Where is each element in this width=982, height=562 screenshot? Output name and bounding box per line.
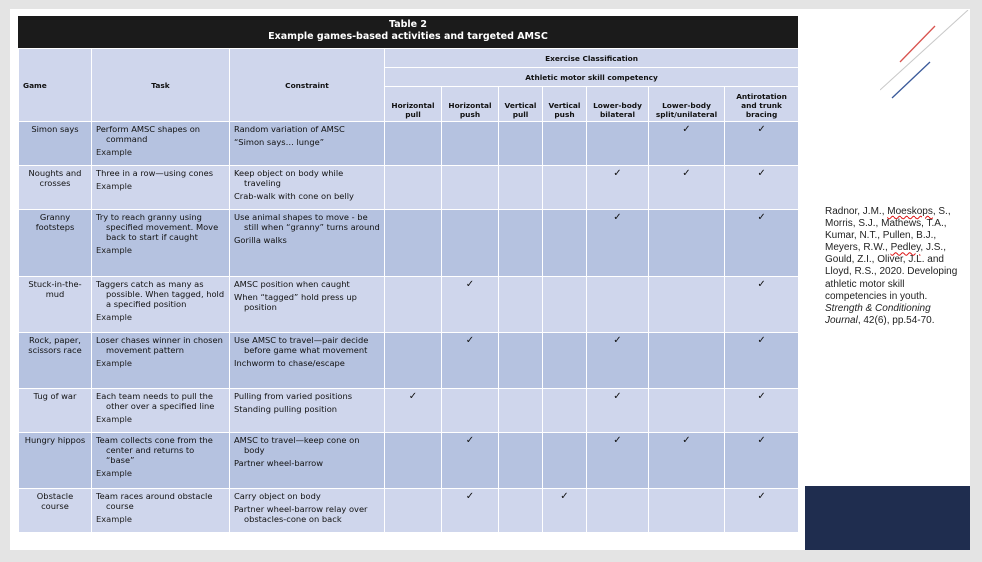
game-cell: Tug of war [19, 389, 92, 433]
ref-authors-2: , S., Morris, S.J., Mathews, T.A., Kumar, N.T., Pullen, B.J., Meyers, R.W., [825, 206, 951, 254]
header-col-3: Vertical push [543, 87, 587, 122]
decorative-lines [880, 10, 970, 105]
amsc-table [18, 48, 799, 533]
constraint-cell [230, 166, 385, 210]
checkmark-icon: ✓ [757, 124, 766, 135]
checkmark-icon: ✓ [757, 212, 766, 223]
check-cell [543, 122, 587, 166]
constraint-line: Use animal shapes to move - be still when “granny” turns around [234, 212, 380, 232]
check-cell [587, 122, 649, 166]
table-row [19, 389, 799, 433]
check-cell [587, 389, 649, 433]
check-cell [587, 333, 649, 389]
check-cell [649, 489, 725, 533]
task-cell [92, 166, 230, 210]
checkmark-icon: ✓ [408, 391, 418, 402]
game-cell: Noughts and crosses [19, 166, 92, 210]
table-row [19, 333, 799, 389]
task-line: Example [96, 414, 132, 424]
task-cell [92, 333, 230, 389]
checkmark-icon: ✓ [757, 279, 766, 290]
task-line: Three in a row—using cones [96, 168, 214, 178]
checkmark-icon: ✓ [465, 435, 475, 446]
constraint-cell [230, 389, 385, 433]
constraint-line: When “tagged” hold press up position [234, 292, 357, 312]
constraint-line: Pulling from varied positions [234, 391, 353, 401]
checkmark-icon: ✓ [757, 391, 766, 402]
reference-citation [825, 206, 960, 327]
check-cell [725, 389, 799, 433]
check-cell [499, 122, 543, 166]
checkmark-icon: ✓ [465, 279, 475, 290]
header-game: Game [19, 49, 92, 122]
check-cell [385, 333, 442, 389]
constraint-cell [230, 433, 385, 489]
checkmark-icon: ✓ [613, 168, 622, 179]
task-line: Taggers catch as many as possible. When tagged, hold a specified position [96, 279, 225, 309]
check-cell [442, 433, 499, 489]
check-cell [725, 166, 799, 210]
table-body [19, 122, 799, 533]
constraint-line: Crab-walk with cone on belly [234, 191, 354, 201]
task-line: Example [96, 181, 132, 191]
header-amsc: Athletic motor skill competency [385, 68, 799, 87]
check-cell [649, 210, 725, 277]
task-cell [92, 210, 230, 277]
header-task: Task [92, 49, 230, 122]
ref-author-moeskops: Moeskops [887, 206, 933, 217]
constraint-line: Use AMSC to travel—pair decide before game what movement [234, 335, 369, 355]
task-line: Example [96, 245, 132, 255]
constraint-cell [230, 122, 385, 166]
accent-block [805, 486, 970, 550]
game-cell: Rock, paper, scissors race [19, 333, 92, 389]
table-title: Table 2 [388, 19, 428, 30]
checkmark-icon: ✓ [682, 168, 691, 179]
check-cell [499, 166, 543, 210]
check-cell [385, 389, 442, 433]
header-constraint: Constraint [230, 49, 385, 122]
check-cell [543, 489, 587, 533]
constraint-line: Partner wheel-barrow relay over obstacles-cone on back [234, 504, 368, 524]
check-cell [442, 277, 499, 333]
checkmark-icon: ✓ [613, 212, 622, 223]
ref-author-pedley: Pedley [890, 242, 921, 254]
check-cell [442, 166, 499, 210]
task-line: Example [96, 147, 132, 157]
check-cell [385, 277, 442, 333]
constraint-line: Inchworm to chase/escape [234, 358, 345, 368]
task-line: Example [96, 468, 132, 478]
check-cell [587, 210, 649, 277]
table-row [19, 433, 799, 489]
ref-journal: Strength & Conditioning Journal [825, 302, 931, 326]
check-cell [543, 389, 587, 433]
constraint-cell [230, 333, 385, 389]
check-cell [543, 333, 587, 389]
table-subtitle: Example games-based activities and targeted AMSC [268, 31, 548, 42]
task-cell [92, 433, 230, 489]
check-cell [725, 277, 799, 333]
check-cell [442, 122, 499, 166]
task-line: Team collects cone from the center and returns to “base” [96, 435, 213, 465]
header-col-4: Lower-body bilateral [587, 87, 649, 122]
task-line: Loser chases winner in chosen movement pattern [96, 335, 223, 355]
check-cell [499, 277, 543, 333]
checkmark-icon: ✓ [613, 435, 622, 446]
task-cell [92, 489, 230, 533]
check-cell [725, 489, 799, 533]
constraint-line: Gorilla walks [234, 235, 287, 245]
constraint-cell [230, 489, 385, 533]
check-cell [385, 210, 442, 277]
deco-line-blue [892, 62, 930, 98]
check-cell [499, 489, 543, 533]
check-cell [499, 389, 543, 433]
header-col-6: Antirotation and trunk bracing [725, 87, 799, 122]
header-col-5: Lower-body split/unilateral [649, 87, 725, 122]
game-cell: Stuck-in-the-mud [19, 277, 92, 333]
check-cell [385, 122, 442, 166]
deco-line-red [900, 26, 935, 62]
task-line: Team races around obstacle course [96, 491, 213, 511]
header-col-2: Vertical pull [499, 87, 543, 122]
constraint-line: AMSC to travel—keep cone on body [234, 435, 360, 455]
check-cell [649, 389, 725, 433]
check-cell [442, 333, 499, 389]
table-row [19, 166, 799, 210]
checkmark-icon: ✓ [757, 435, 766, 446]
task-cell [92, 277, 230, 333]
constraint-line: AMSC position when caught [234, 279, 350, 289]
table-title-bar [18, 16, 798, 48]
check-cell [499, 333, 543, 389]
checkmark-icon: ✓ [465, 491, 475, 502]
table-row [19, 489, 799, 533]
check-cell [649, 333, 725, 389]
game-cell: Hungry hippos [19, 433, 92, 489]
task-line: Try to reach granny using specified movement. Move back to start if caught [96, 212, 219, 242]
check-cell [385, 489, 442, 533]
check-cell [499, 433, 543, 489]
check-cell [442, 489, 499, 533]
constraint-line: Carry object on body [234, 491, 321, 501]
check-cell [587, 277, 649, 333]
header-col-1: Horizontal push [442, 87, 499, 122]
table-row [19, 210, 799, 277]
check-cell [543, 277, 587, 333]
check-cell [649, 277, 725, 333]
constraint-line: “Simon says… lunge” [234, 137, 324, 147]
ref-authors-3: , J.S., Gould, Z.I., Oliver, J.L. and Lloyd, R.S., 2020. Developing athletic motor skill competencies in youth. [825, 242, 958, 302]
table-container [18, 16, 798, 533]
check-cell [725, 433, 799, 489]
game-cell: Granny footsteps [19, 210, 92, 277]
task-line: Perform AMSC shapes on command [96, 124, 201, 144]
task-cell [92, 122, 230, 166]
task-line: Example [96, 514, 132, 524]
checkmark-icon: ✓ [465, 335, 475, 346]
checkmark-icon: ✓ [757, 491, 766, 502]
task-line: Example [96, 312, 132, 322]
task-line: Each team needs to pull the other over a specified line [96, 391, 215, 411]
constraint-line: Keep object on body while traveling [234, 168, 344, 188]
check-cell [543, 166, 587, 210]
checkmark-icon: ✓ [613, 391, 622, 402]
game-cell: Obstacle course [19, 489, 92, 533]
header-exercise-classification: Exercise Classification [385, 49, 799, 68]
check-cell [649, 122, 725, 166]
table-row [19, 122, 799, 166]
header-col-0: Horizontal pull [385, 87, 442, 122]
constraint-cell [230, 277, 385, 333]
check-cell [725, 210, 799, 277]
task-cell [92, 389, 230, 433]
check-cell [587, 433, 649, 489]
game-cell: Simon says [19, 122, 92, 166]
check-cell [649, 433, 725, 489]
check-cell [543, 433, 587, 489]
ref-volume: , 42(6), pp.54-70. [857, 314, 935, 326]
constraint-line: Random variation of AMSC [234, 124, 345, 134]
check-cell [725, 122, 799, 166]
ref-authors-1: Radnor, J.M., [825, 206, 888, 217]
check-cell [442, 210, 499, 277]
check-cell [499, 210, 543, 277]
check-cell [442, 389, 499, 433]
check-cell [543, 210, 587, 277]
check-cell [385, 433, 442, 489]
constraint-line: Partner wheel-barrow [234, 458, 324, 468]
check-cell [587, 166, 649, 210]
check-cell [385, 166, 442, 210]
checkmark-icon: ✓ [757, 335, 766, 346]
task-line: Example [96, 358, 132, 368]
checkmark-icon: ✓ [613, 335, 622, 346]
table-row [19, 277, 799, 333]
deco-line-gray [880, 10, 968, 90]
check-cell [587, 489, 649, 533]
checkmark-icon: ✓ [682, 435, 691, 446]
checkmark-icon: ✓ [682, 124, 691, 135]
checkmark-icon: ✓ [560, 491, 569, 502]
constraint-cell [230, 210, 385, 277]
constraint-line: Standing pulling position [234, 404, 338, 414]
check-cell [649, 166, 725, 210]
check-cell [725, 333, 799, 389]
checkmark-icon: ✓ [757, 168, 766, 179]
